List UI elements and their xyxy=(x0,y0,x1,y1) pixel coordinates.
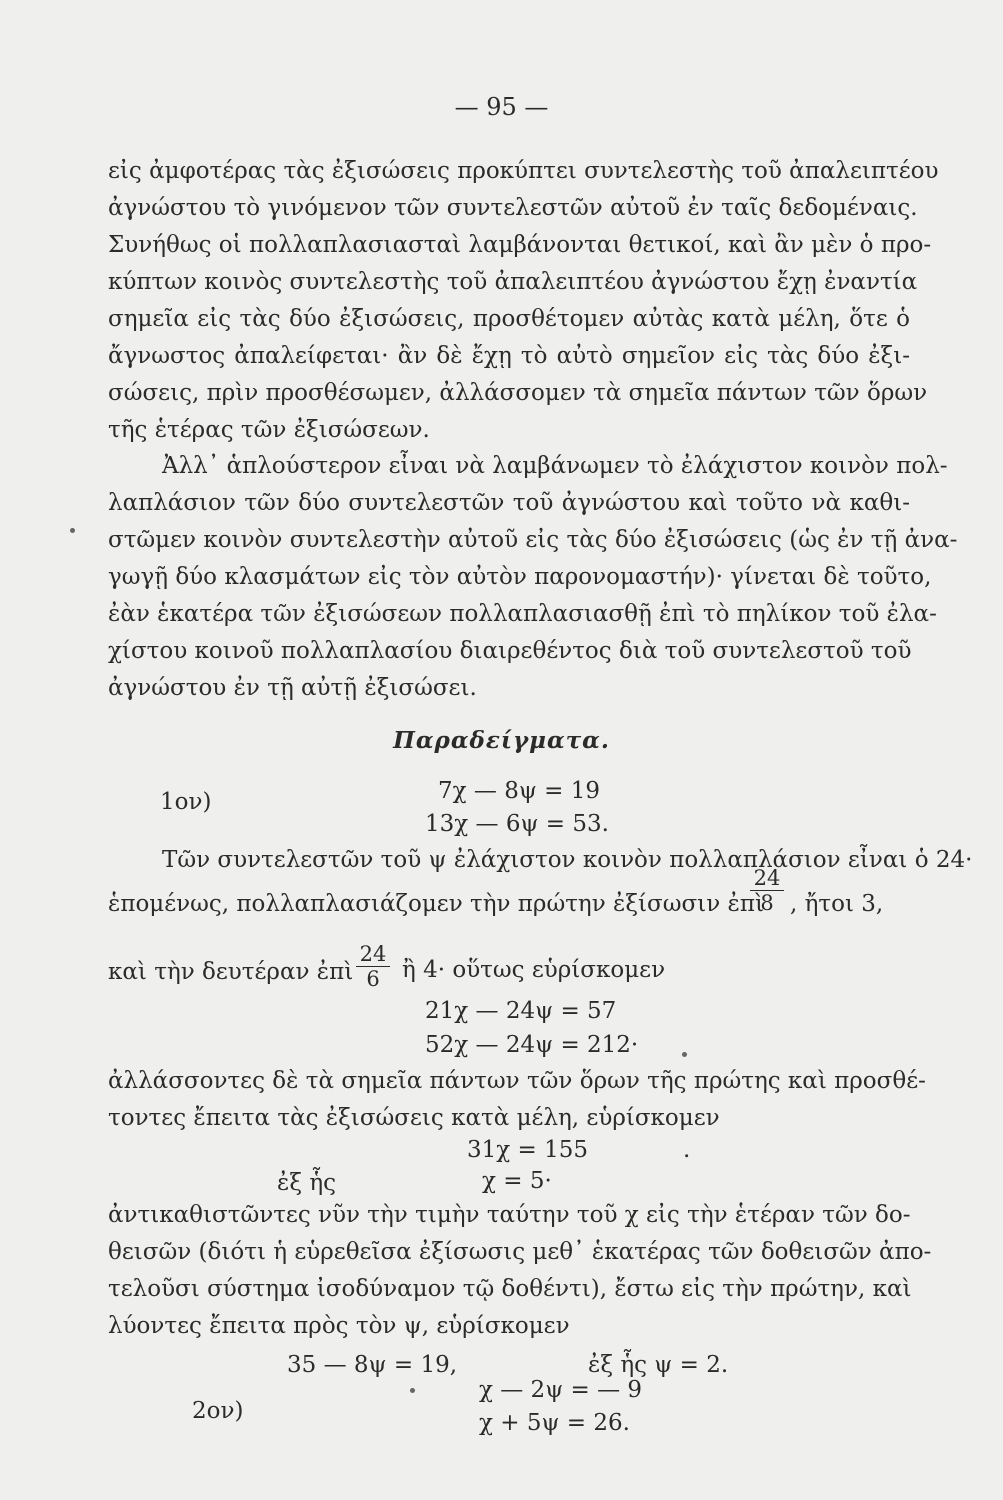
text-line: Συνήθως οἱ πολλαπλασιασταὶ λαμβάνονται θετικοί, καὶ ἂν μὲν ὁ προ- xyxy=(108,232,932,258)
text-line: τοντες ἔπειτα τὰς ἐξισώσεις κατὰ μέλη, εὑρίσκομεν xyxy=(108,1105,720,1131)
text-line: καὶ τὴν δευτέραν ἐπὶ xyxy=(108,959,354,985)
equation: 31χ = 155 xyxy=(467,1137,588,1163)
text-line: λαπλάσιον τῶν δύο συντελεστῶν τοῦ ἀγνώστου καὶ τοῦτο νὰ καθι- xyxy=(108,490,910,516)
equation: χ = 5· xyxy=(482,1168,552,1194)
text-line: θεισῶν (διότι ἡ εὑρεθεῖσα ἐξίσωσις μεθ᾽ ἑκατέρας τῶν δοθεισῶν ἀπο- xyxy=(108,1239,932,1265)
text-line: κύπτων κοινὸς συντελεστὴς τοῦ ἀπαλειπτέου ἀγνώστου ἔχῃ ἐναντία xyxy=(108,269,918,295)
fraction-denominator: 8 xyxy=(760,891,774,915)
ink-mark xyxy=(682,1052,687,1057)
text-line: Τῶν συντελεστῶν τοῦ ψ ἐλάχιστον κοινὸν πολλαπλάσιον εἶναι ὁ 24· xyxy=(162,847,973,873)
text-line: ἀγνώστου τὸ γινόμενον τῶν συντελεστῶν αὐτοῦ ἐν ταῖς δεδομέναις. xyxy=(108,195,918,221)
page-number: — 95 — xyxy=(454,93,549,121)
examples-heading: Παραδείγματα. xyxy=(393,727,610,754)
fraction xyxy=(750,866,784,915)
equation: 7χ — 8ψ = 19 xyxy=(438,778,601,804)
text-line: , ἤτοι 3, xyxy=(790,891,884,917)
text-line: ἄγνωστος ἀπαλείφεται· ἂν δὲ ἔχῃ τὸ αὐτὸ σημεῖον εἰς τὰς δύο ἐξι- xyxy=(108,343,910,369)
text-line: ἢ 4· οὕτως εὑρίσκομεν xyxy=(402,957,666,983)
equation-punctuation: . xyxy=(683,1137,691,1163)
text-line: ἀλλάσσοντες δὲ τὰ σημεῖα πάντων τῶν ὅρων τῆς πρώτης καὶ προσθέ- xyxy=(108,1068,926,1094)
text-line: εἰς ἀμφοτέρας τὰς ἐξισώσεις προκύπτει συντελεστὴς τοῦ ἀπαλειπτέου xyxy=(108,158,939,184)
equation: χ — 2ψ = — 9 xyxy=(479,1377,643,1403)
ink-mark xyxy=(410,1388,415,1393)
fraction-numerator: 24 xyxy=(356,942,390,967)
example-label: 1ον) xyxy=(160,789,212,815)
text-line: ἀντικαθιστῶντες νῦν τὴν τιμὴν ταύτην τοῦ χ εἰς τὴν ἑτέραν τῶν δο- xyxy=(108,1202,911,1228)
text-fragment: ἐξ ἧς xyxy=(277,1170,336,1196)
fraction-denominator: 6 xyxy=(366,967,380,991)
text-line: σώσεις, πρὶν προσθέσωμεν, ἀλλάσσομεν τὰ σημεῖα πάντων τῶν ὅρων xyxy=(108,380,928,406)
equation: 35 — 8ψ = 19, xyxy=(287,1352,458,1378)
margin-mark xyxy=(70,528,75,533)
text-line: γωγῇ δύο κλασμάτων εἰς τὸν αὐτὸν παρονομαστήν)· γίνεται δὲ τοῦτο, xyxy=(108,564,932,590)
text-line: ἀγνώστου ἐν τῇ αὐτῇ ἐξισώσει. xyxy=(108,675,477,701)
fraction xyxy=(356,942,390,991)
text-line: λύοντες ἔπειτα πρὸς τὸν ψ, εὑρίσκομεν xyxy=(108,1313,570,1339)
fraction-numerator: 24 xyxy=(750,866,784,891)
text-line: Ἀλλ᾽ ἁπλούστερον εἶναι νὰ λαμβάνωμεν τὸ ἐλάχιστον κοινὸν πολ- xyxy=(162,453,948,479)
equation: 13χ — 6ψ = 53. xyxy=(425,811,609,837)
equation: χ + 5ψ = 26. xyxy=(479,1410,630,1436)
text-line: ἑπομένως, πολλαπλασιάζομεν τὴν πρώτην ἐξίσωσιν ἐπὶ xyxy=(108,891,764,917)
equation-result: ἐξ ἧς ψ = 2. xyxy=(588,1352,729,1378)
text-line: χίστου κοινοῦ πολλαπλασίου διαιρεθέντος διὰ τοῦ συντελεστοῦ τοῦ xyxy=(108,638,912,664)
text-line: τῆς ἑτέρας τῶν ἐξισώσεων. xyxy=(108,417,430,443)
text-line: στῶμεν κοινὸν συντελεστὴν αὐτοῦ εἰς τὰς δύο ἐξισώσεις (ὡς ἐν τῇ ἀνα- xyxy=(108,527,958,553)
equation: 52χ — 24ψ = 212· xyxy=(425,1032,639,1058)
example-label: 2ον) xyxy=(192,1398,244,1424)
text-line: σημεῖα εἰς τὰς δύο ἐξισώσεις, προσθέτομεν αὐτὰς κατὰ μέλη, ὅτε ὁ xyxy=(108,306,910,332)
text-line: τελοῦσι σύστημα ἰσοδύναμον τῷ δοθέντι), ἔστω εἰς τὴν πρώτην, καὶ xyxy=(108,1276,912,1302)
equation: 21χ — 24ψ = 57 xyxy=(425,998,617,1024)
text-line: ἐὰν ἑκατέρα τῶν ἐξισώσεων πολλαπλασιασθῇ ἐπὶ τὸ πηλίκον τοῦ ἐλα- xyxy=(108,601,937,627)
